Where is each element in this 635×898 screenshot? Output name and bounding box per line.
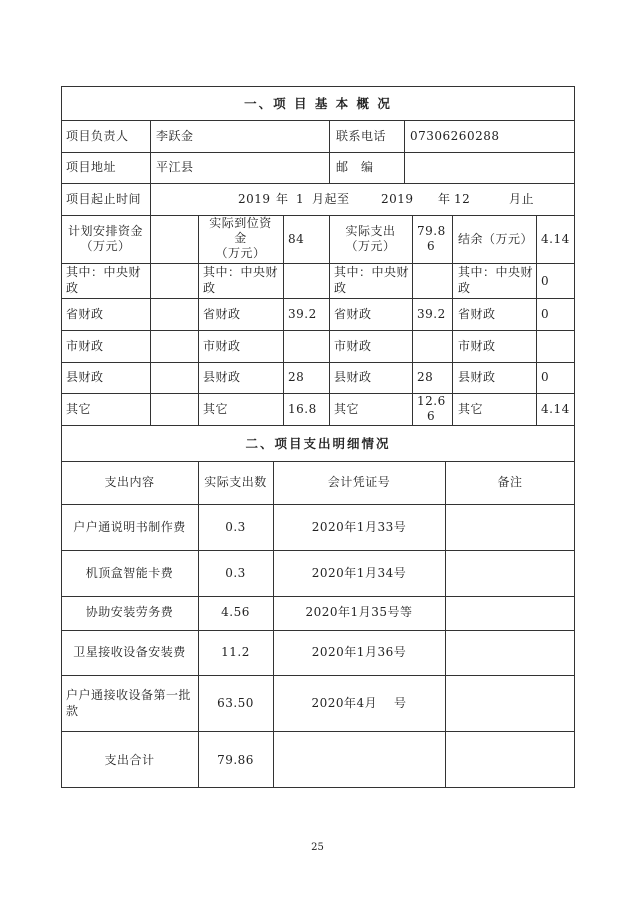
- period-year-char-2: 年: [438, 192, 451, 206]
- row-divider: [61, 263, 575, 264]
- row-divider: [61, 504, 575, 505]
- balance-value: 4.14: [541, 232, 570, 246]
- balance-label: 结余（万元）: [458, 232, 534, 246]
- central-arrival-label: 其中：中央财: [203, 265, 279, 279]
- other-arrival-value: 16.8: [288, 402, 317, 416]
- plan-label: 计划安排资金: [67, 224, 143, 238]
- header-voucher: 会计凭证号: [327, 475, 391, 489]
- col-divider: [445, 461, 446, 788]
- row-divider: [61, 330, 575, 331]
- actual-spend-label-unit: （万元）: [345, 239, 396, 253]
- detail-row-4-amount: 11.2: [221, 645, 250, 659]
- postcode-label: 邮 编: [336, 160, 374, 174]
- page-number: 25: [311, 842, 324, 853]
- province-arrival-value: 39.2: [288, 307, 317, 321]
- plan-label-unit: （万元）: [80, 239, 131, 253]
- central-balance-label-cont: 政: [458, 281, 471, 295]
- section-1-title: 一、项 目 基 本 概 况: [244, 96, 392, 111]
- total-label: 支出合计: [104, 753, 155, 767]
- province-label: 省财政: [66, 307, 104, 321]
- row-divider: [61, 215, 575, 216]
- county-arrival-value: 28: [288, 370, 305, 384]
- detail-row-1-amount: 0.3: [225, 520, 246, 534]
- period-start-month: 1: [296, 192, 305, 206]
- detail-row-1-content: 户户通说明书制作费: [73, 520, 186, 534]
- actual-arrival-label-2: 金: [234, 231, 247, 245]
- period-end-year: 2019: [381, 192, 414, 206]
- central-spend-label: 其中：中央财: [334, 265, 410, 279]
- central-label-cont: 政: [66, 281, 79, 295]
- county-balance-label: 县财政: [458, 370, 496, 384]
- county-balance-value: 0: [541, 370, 550, 384]
- county-arrival-label: 县财政: [203, 370, 241, 384]
- other-spend-label: 其它: [334, 402, 360, 416]
- header-amount: 实际支出数: [204, 475, 267, 489]
- period-start-year: 2019: [238, 192, 271, 206]
- central-balance-value: 0: [541, 274, 550, 288]
- detail-row-5-content: 户户通接收设备第一批: [66, 688, 192, 702]
- row-divider: [61, 596, 575, 597]
- period-year-char: 年: [276, 192, 289, 206]
- col-divider: [150, 215, 151, 425]
- row-divider: [61, 183, 575, 184]
- province-spend-label: 省财政: [334, 307, 372, 321]
- central-label: 其中：中央财: [66, 265, 142, 279]
- col-divider: [404, 120, 405, 183]
- actual-spend-value-cont: 6: [427, 239, 436, 253]
- total-amount: 79.86: [217, 753, 254, 767]
- row-divider: [61, 298, 575, 299]
- period-start-suffix: 月起至: [312, 192, 350, 206]
- county-spend-value: 28: [417, 370, 434, 384]
- row-divider: [61, 120, 575, 121]
- col-divider: [536, 215, 537, 425]
- row-divider: [61, 393, 575, 394]
- row-divider: [61, 461, 575, 462]
- row-divider: [61, 731, 575, 732]
- detail-row-5-voucher: 2020年4月 号: [311, 696, 407, 710]
- address-label: 项目地址: [66, 160, 117, 174]
- col-divider: [273, 461, 274, 788]
- row-divider: [61, 152, 575, 153]
- city-arrival-label: 市财政: [203, 339, 241, 353]
- actual-arrival-value: 84: [288, 232, 305, 246]
- detail-row-5-amount: 63.50: [217, 696, 254, 710]
- col-divider: [150, 120, 151, 183]
- other-arrival-label: 其它: [203, 402, 229, 416]
- detail-row-2-voucher: 2020年1月34号: [311, 566, 407, 580]
- detail-row-1-voucher: 2020年1月33号: [311, 520, 407, 534]
- central-balance-label: 其中：中央财: [458, 265, 534, 279]
- header-note: 备注: [497, 475, 523, 489]
- other-spend-value: 12.6: [417, 394, 446, 408]
- city-balance-label: 市财政: [458, 339, 496, 353]
- detail-row-4-voucher: 2020年1月36号: [311, 645, 407, 659]
- other-balance-value: 4.14: [541, 402, 570, 416]
- other-spend-value-cont: 6: [427, 409, 436, 423]
- period-label: 项目起止时间: [66, 192, 142, 206]
- col-divider: [452, 215, 453, 425]
- county-spend-label: 县财政: [334, 370, 372, 384]
- row-divider: [61, 630, 575, 631]
- province-arrival-label: 省财政: [203, 307, 241, 321]
- detail-row-3-content: 协助安装劳务费: [85, 605, 174, 619]
- county-label: 县财政: [66, 370, 104, 384]
- detail-row-3-amount: 4.56: [221, 605, 250, 619]
- actual-arrival-label-unit: （万元）: [215, 246, 266, 260]
- row-divider: [61, 675, 575, 676]
- row-divider: [61, 425, 575, 426]
- city-label: 市财政: [66, 339, 104, 353]
- period-end-suffix: 月止: [509, 192, 535, 206]
- other-label: 其它: [66, 402, 92, 416]
- phone-value: 07306260288: [410, 129, 500, 143]
- actual-spend-label: 实际支出: [345, 224, 396, 238]
- section-2-title: 二、项目支出明细情况: [245, 436, 391, 451]
- manager-label: 项目负责人: [66, 129, 129, 143]
- detail-row-4-content: 卫星接收设备安装费: [73, 645, 186, 659]
- city-spend-label: 市财政: [334, 339, 372, 353]
- col-divider: [412, 215, 413, 425]
- province-balance-label: 省财政: [458, 307, 496, 321]
- detail-row-5-content-cont: 款: [66, 704, 79, 718]
- central-arrival-label-cont: 政: [203, 281, 216, 295]
- col-divider: [329, 120, 330, 183]
- detail-row-3-voucher: 2020年1月35号等: [305, 605, 413, 619]
- actual-arrival-label: 实际到位资: [209, 216, 272, 230]
- manager-value: 李跃金: [156, 129, 194, 143]
- col-divider: [283, 215, 284, 425]
- col-divider: [150, 183, 151, 215]
- actual-spend-value: 79.8: [417, 224, 446, 238]
- col-divider: [198, 461, 199, 788]
- period-end-month: 12: [454, 192, 471, 206]
- row-divider: [61, 362, 575, 363]
- province-balance-value: 0: [541, 307, 550, 321]
- central-spend-label-cont: 政: [334, 281, 347, 295]
- other-balance-label: 其它: [458, 402, 484, 416]
- phone-label: 联系电话: [336, 129, 387, 143]
- province-spend-value: 39.2: [417, 307, 446, 321]
- address-value: 平江县: [156, 160, 194, 174]
- detail-row-2-content: 机顶盒智能卡费: [85, 566, 174, 580]
- row-divider: [61, 550, 575, 551]
- detail-row-2-amount: 0.3: [225, 566, 246, 580]
- header-content: 支出内容: [104, 475, 155, 489]
